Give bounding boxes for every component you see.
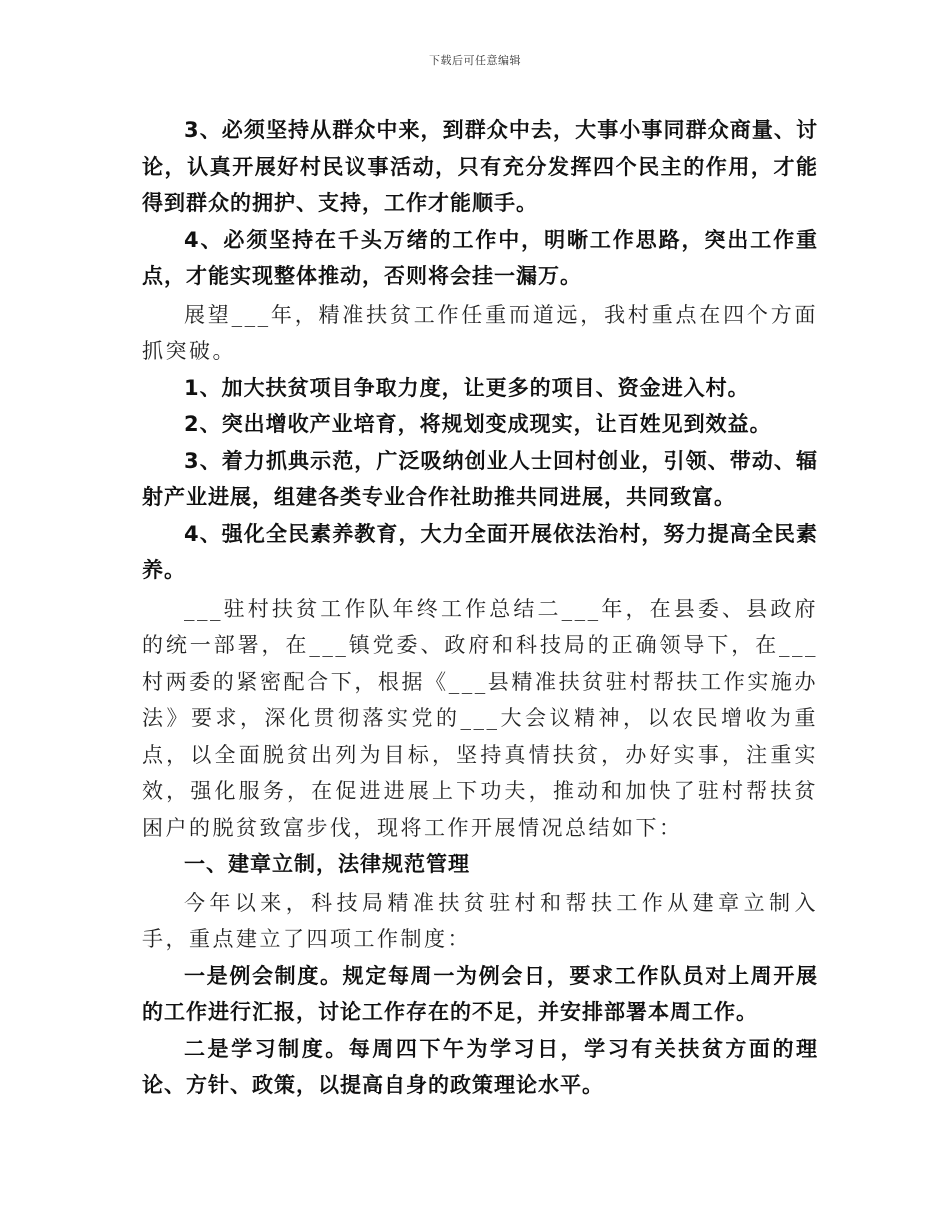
paragraph-breakthrough-4: 4、强化全民素养教育，大力全面开展依法治村，努力提高全民素养。: [142, 521, 818, 582]
paragraph-summary-intro: ___驻村扶贫工作队年终工作总结二___年，在县委、县政府的统一部署，在___镇党委、政府和科技局的正确领导下，在___村两委的紧密配合下，根据《___县精准扶贫驻村帮扶工作实施办法》要求，深化贯彻落实党的___大会议精神，以农民增收为重点，以全面脱贫出列为目标，坚持真情扶贫，办好实事，注重实效，强化服务，在促进进展上下功夫，推动和加快了驻村帮扶贫困户的脱贫致富步伐，现将工作开展情况总结如下：: [142, 596, 818, 840]
paragraph-principle-3: 3、必须坚持从群众中来，到群众中去，大事小事同群众商量、讨论，认真开展好村民议事活动，只有充分发挥四个民主的作用，才能得到群众的拥护、支持，工作才能顺手。: [142, 118, 818, 215]
paragraph-meeting-system: 一是例会制度。规定每周一为例会日，要求工作队员对上周开展的工作进行汇报，讨论工作存在的不足，并安排部署本周工作。: [142, 963, 818, 1024]
paragraph-section-1-intro: 今年以来，科技局精准扶贫驻村和帮扶工作从建章立制入手，重点建立了四项工作制度：: [142, 890, 818, 951]
section-heading-1: 一、建章立制，法律规范管理: [184, 852, 470, 876]
document-body: [142, 112, 818, 1104]
paragraph-study-system: 二是学习制度。每周四下午为学习日，学习有关扶贫方面的理论、方针、政策，以提高自身的政策理论水平。: [142, 1036, 818, 1097]
page-header: 下载后可任意编辑: [429, 54, 521, 67]
paragraph-breakthrough-1: 1、加大扶贫项目争取力度，让更多的项目、资金进入村。: [184, 375, 750, 400]
paragraph-principle-4: 4、必须坚持在千头万绪的工作中，明晰工作思路，突出工作重点，才能实现整体推动，否则将会挂一漏万。: [142, 227, 818, 288]
paragraph-breakthrough-3: 3、着力抓典示范，广泛吸纳创业人士回村创业，引领、带动、辐射产业进展，组建各类专业合作社助推共同进展，共同致富。: [142, 448, 818, 509]
paragraph-breakthrough-2: 2、突出增收产业培育，将规划变成现实，让百姓见到效益。: [184, 412, 772, 436]
paragraph-outlook: 展望___年，精准扶贫工作任重而道远，我村重点在四个方面抓突破。: [142, 302, 818, 363]
